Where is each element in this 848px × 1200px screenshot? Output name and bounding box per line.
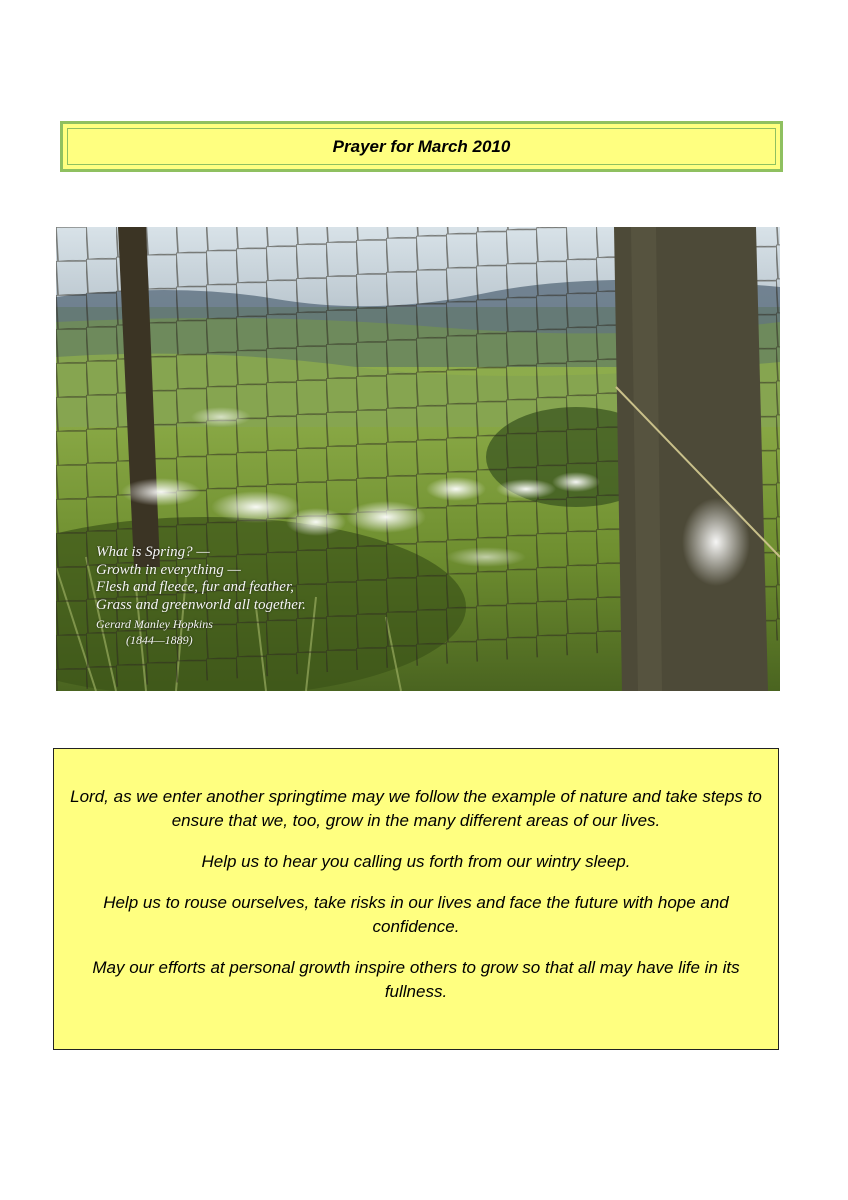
poem-author-dates: (1844—1889) (126, 633, 193, 647)
title-banner (60, 121, 783, 172)
prayer-paragraph: Help us to rouse ourselves, take risks in our lives and face the future with hope and confidence. (103, 893, 729, 936)
prayer-paragraph: Lord, as we enter another springtime may we follow the example of nature and take steps to ensure that we, too, grow in the many different areas of our lives. (70, 787, 762, 830)
poem-overlay (96, 544, 306, 648)
prayer-box (53, 748, 779, 1050)
fence-landscape-photo (56, 227, 780, 691)
prayer-paragraph: May our efforts at personal growth inspire others to grow so that all may have life in its fullness. (92, 958, 740, 1001)
title-banner-inner (67, 128, 776, 165)
poem-author: Gerard Manley Hopkins (96, 617, 213, 631)
page-title: Prayer for March 2010 (332, 136, 511, 156)
poem-line: Grass and greenworld all together. (96, 596, 306, 613)
poem-line: Growth in everything — (96, 561, 241, 578)
poem-line: What is Spring? — (96, 544, 210, 560)
poem-line: Flesh and fleece, fur and feather, (96, 579, 294, 595)
prayer-paragraph: Help us to hear you calling us forth from our wintry sleep. (201, 852, 631, 871)
